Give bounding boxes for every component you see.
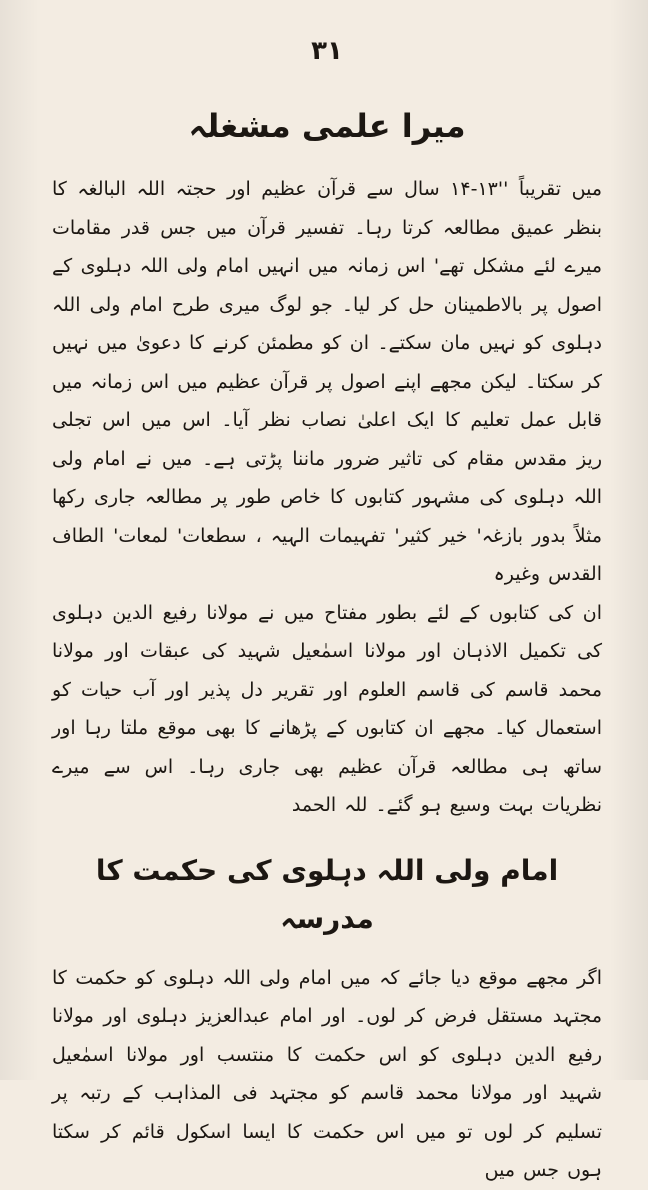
paragraph-2: ان کی کتابوں کے لئے بطور مفتاح میں نے مولانا رفیع الدین دہلوی کی تکمیل الاذہان اور مولانا اسمٰعیل شہید کی عبقات اور مولانا محمد قاسم کی قاسم العلوم اور تقریر دل پذیر اور آب حیات کو استعمال کیا۔ مجھے ان کتابوں کے پڑھانے کا بھی موقع ملتا رہا اور ساتھ ہی مطالعہ قرآن عظیم بھی جاری رہا۔ اس سے میرے نظریات بہت وسیع ہو گئے۔ للہ الحمد <box>52 601 602 816</box>
paragraph-3: اگر مجھے موقع دیا جائے کہ میں امام ولی اللہ دہلوی کو حکمت کا مجتہد مستقل فرض کر لوں۔ اور امام عبدالعزیز دہلوی اور مولانا رفیع الدین دہلوی کو اس حکمت کا منتسب اور مولانا اسمٰعیل شہید اور مولانا محمد قاسم کو مجتہد فی المذاہب کے رتبہ پر تسلیم کر لوں تو میں اس حکمت کا ایسا اسکول قائم کر سکتا ہوں جس میں <box>52 966 602 1181</box>
paragraph-1: میں تقریباً ''۱۳-۱۴ سال سے قرآن عظیم اور حجتہ اللہ البالغہ کا بنظر عمیق مطالعہ کرتا رہا۔ تفسیر قرآن میں جس قدر مقامات میرے لئے مشکل تھے' اس زمانہ میں انہیں امام ولی اللہ دہلوی کے اصول پر بالاطمینان حل کر لیا۔ جو لوگ میری طرح امام ولی اللہ دہلوی کو نہیں مان سکتے۔ ان کو مطمئن کرنے کا دعویٰ میں نہیں کر سکتا۔ لیکن مجھے اپنے اصول پر قرآن عظیم میں اس زمانہ میں قابل عمل تعلیم کا ایک اعلیٰ نصاب نظر آیا۔ اس میں اس تجلی ریز مقدس مقام کی تاثیر ضرور ماننا پڑتی ہے۔ میں نے امام ولی اللہ دہلوی کی مشہور کتابوں کا خاص طور پر مطالعہ جاری رکھا مثلاً بدور بازغہ' خیر کثیر' تفہیمات الہیہ ، سطعات' لمعات' الطاف القدس وغیرہ <box>52 178 602 585</box>
page-number: ۳۱ <box>311 36 343 66</box>
section-title: امام ولی اللہ دہلوی کی حکمت کا مدرسہ <box>95 853 559 935</box>
chapter-title: میرا علمی مشغلہ <box>188 107 466 145</box>
